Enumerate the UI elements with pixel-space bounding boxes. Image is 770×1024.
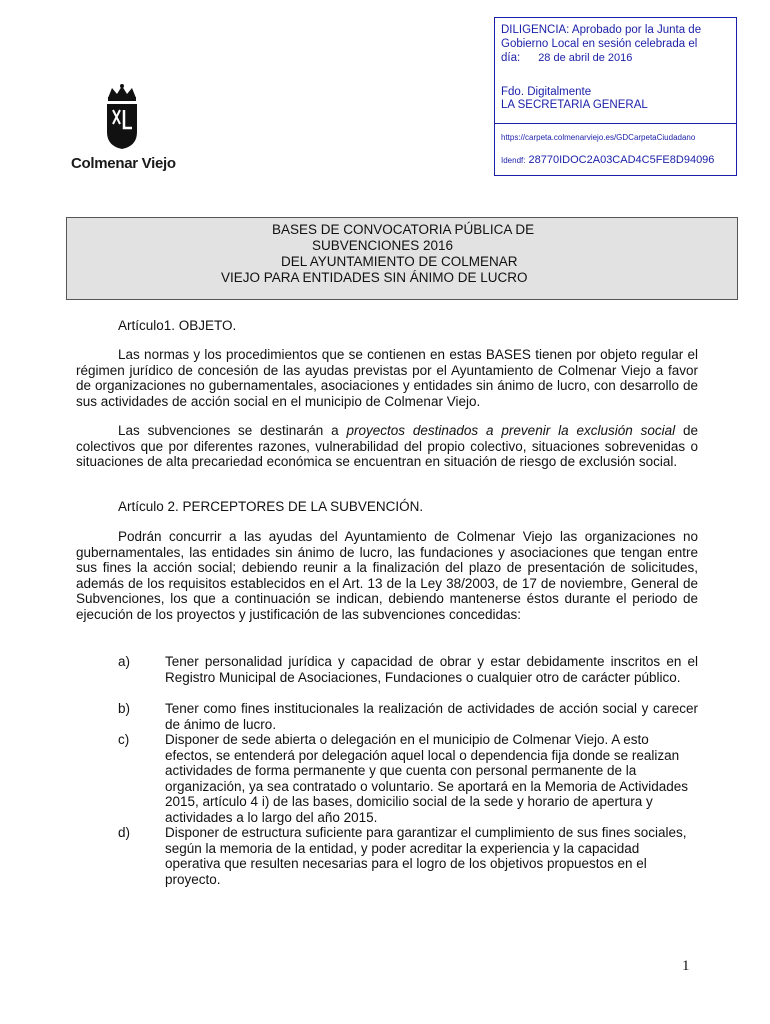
stamp-divider [495,123,736,124]
colmenar-viejo-coat-of-arms-logo [104,84,140,150]
list-item-text: Disponer de sede abierta o delegación en el municipio de Colmenar Viejo. A esto efectos, se entenderá por delegación aquel local o dependencia fija donde se realizan actividades de forma permanente y que cuenta con personal permanente de la organización, ya sea contratado o voluntario. Se aportará en la Memoria de Actividades 2015, artículo 4 i) de las bases, domicilio social de la sede y horario de apertura y actividades a lo largo del año 2015. [165,732,689,825]
stamp-id-label: Idendf: [501,156,526,165]
title-line-3: DEL AYUNTAMIENTO DE COLMENAR [281,254,518,269]
stamp-signature [501,86,648,112]
list-item-marker: a) [118,654,131,669]
logo-text: Colmenar Viejo [71,155,176,172]
stamp-approval-text: DILIGENCIA: Aprobado por la Junta de Gobierno Local en sesión celebrada el día: 28 de abril de 2016 [501,24,702,64]
article-1-paragraph-2: Las subvenciones se destinarán a proyectos destinados a prevenir la exclusión social de colectivos que por diferentes razones, vulnerabilidad del propio colectivo, situaciones sobrevenidas o situaciones de alta precariedad económica se encuentran en situación de riesgo de exclusión social. [76,423,698,470]
list-item-text: Tener como fines institucionales la realización de actividades de acción social y carecer de ánimo de lucro. [165,701,698,732]
stamp-secretary-line: LA SECRETARIA GENERAL [501,99,648,111]
stamp-url: https://carpeta.colmenarviejo.es/GDCarpetaCiudadano [501,133,696,142]
article-1-heading: Artículo1. OBJETO. [118,318,237,333]
stamp-date: 28 de abril de 2016 [538,52,633,64]
stamp-id-value: 28770IDOC2A03CAD4C5FE8D94096 [528,154,715,166]
approval-stamp [494,17,737,176]
stamp-signature-line: Fdo. Digitalmente [501,86,592,98]
title-line-4: VIEJO PARA ENTIDADES SIN ÁNIMO DE LUCRO [221,270,528,285]
article-2-paragraph-1: Podrán concurrir a las ayudas del Ayuntamiento de Colmenar Viejo las organizaciones no gubernamentales, las entidades sin ánimo de lucro, las fundaciones y asociaciones que tengan entre sus fines la acción social; debiendo reunir a la finalización del plazo de presentación de solicitudes, además de los requisitos establecidos en el Art. 13 de la Ley 38/2003, de 17 de noviembre, General de Subvenciones, los que a continuación se indican, debiendo mantenerse éstos durante el periodo de ejecución de los proyectos y justificación de las subvenciones concedidas: [76,529,698,622]
list-item-text: Tener personalidad jurídica y capacidad de obrar y estar debidamente inscritos en el Registro Municipal de Asociaciones, Fundaciones o cualquier otro de carácter público. [165,654,698,685]
emphasis-text: proyectos destinados a prevenir la exclusión social [346,423,676,438]
title-line-1: BASES DE CONVOCATORIA PÚBLICA DE [272,222,535,237]
title-line-2: SUBVENCIONES 2016 [312,238,454,253]
list-item-text: Disponer de estructura suficiente para garantizar el cumplimiento de sus fines sociales, según la memoria de la entidad, y poder acreditar la experiencia y la capacidad operativa que resulten necesarias para el logro de los objetivos propuestos en el proyecto. [165,825,687,887]
list-item-marker: b) [118,701,131,716]
article-1-paragraph-1: Las normas y los procedimientos que se contienen en estas BASES tienen por objeto regular el régimen jurídico de concesión de las ayudas previstas por el Ayuntamiento de Colmenar Viejo a favor de organizaciones no gubernamentales, asociaciones y entidades sin ánimo de lucro, con desarrollo de sus actividades de acción social en el municipio de Colmenar Viejo. [76,347,698,409]
document-title-box [66,217,738,300]
stamp-identifier [501,154,714,166]
list-item-marker: c) [118,732,130,747]
article-2-heading: Artículo 2. PERCEPTORES DE LA SUBVENCIÓN. [118,499,424,514]
list-item-marker: d) [118,825,131,840]
page-number: 1 [682,958,690,974]
